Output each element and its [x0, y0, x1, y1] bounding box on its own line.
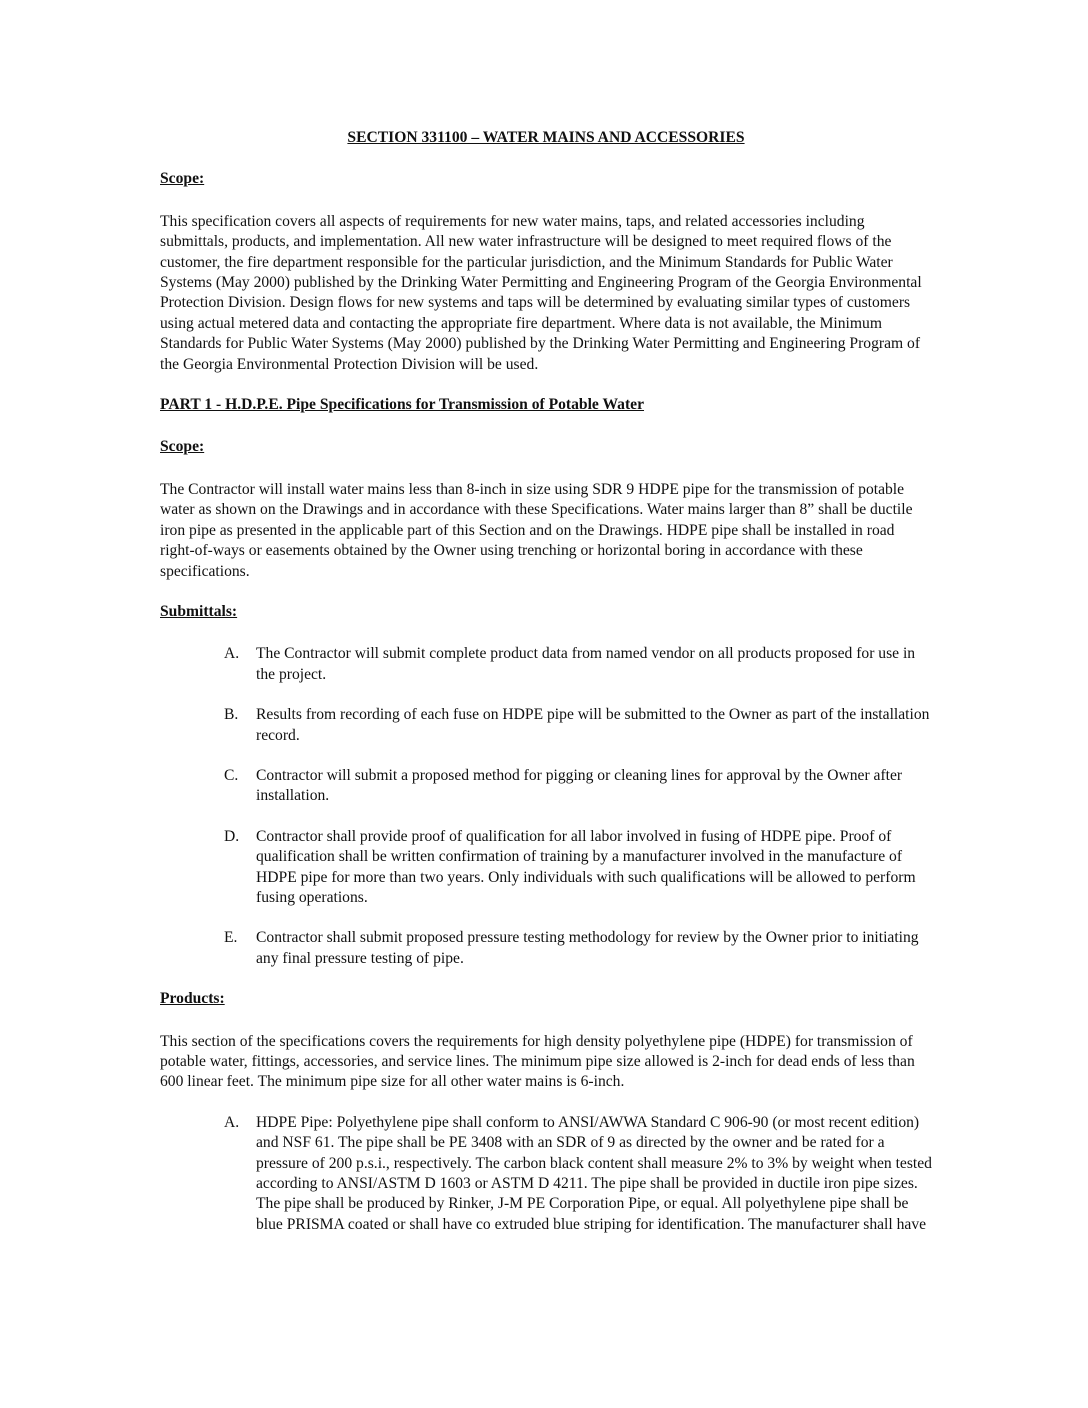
list-item-marker: C. — [224, 766, 239, 784]
list-item-text: The Contractor will submit complete product data from named vendor on all products proposed for use in the project. — [256, 645, 916, 683]
list-item-text: HDPE Pipe: Polyethylene pipe shall conform to ANSI/AWWA Standard C 906-90 (or most recent edition) and NSF 61. The pipe shall be PE 3408 with an SDR of 9 as directed by the owner and be rated for a pressure of 200 p.s.i., respectively. The carbon black content shall measure 2% to 3% by weight when tested according to ANSI/ASTM D 1603 or ASTM D 4211. The pipe shall be provided in ductile iron pipe sizes. The pipe shall be produced by Rinker, J-M PE Corporation Pipe, or equal. All polyethylene pipe shall be blue PRISMA coated or shall have co extruded blue striping for identification. The manufacturer shall have — [256, 1113, 932, 1233]
submittals-list — [160, 644, 932, 969]
section-title: SECTION 331100 – WATER MAINS AND ACCESSORIES — [347, 129, 745, 146]
list-item-text: Results from recording of each fuse on HDPE pipe will be submitted to the Owner as part of the installation record. — [256, 706, 930, 744]
list-item — [160, 827, 932, 909]
list-item — [160, 1113, 932, 1235]
list-item-marker: E. — [224, 929, 238, 947]
list-item-marker: A. — [224, 1113, 240, 1131]
scope-heading: Scope: — [160, 170, 205, 188]
part1-scope-heading: Scope: — [160, 438, 205, 456]
products-list — [160, 1113, 932, 1235]
submittals-heading: Submittals: — [160, 602, 238, 620]
part1-heading: PART 1 - H.D.P.E. Pipe Specifications for Transmission of Potable Water — [160, 396, 645, 414]
products-heading: Products: — [160, 990, 225, 1008]
part1-scope-paragraph: The Contractor will install water mains less than 8-inch in size using SDR 9 HDPE pipe for the transmission of potable water as shown on the Drawings and in accordance with these Specifications. Water mains larger than 8” shall be ductile iron pipe as presented in the applicable part of this Section and on the Drawings. HDPE pipe shall be installed in road right-of-ways or easements obtained by the Owner using trenching or horizontal boring in accordance with these specifications. — [160, 480, 913, 580]
list-item-marker: B. — [224, 706, 239, 724]
list-item — [160, 766, 932, 807]
document-page — [160, 128, 932, 1255]
list-item-marker: D. — [224, 827, 240, 845]
list-item-text: Contractor shall provide proof of qualification for all labor involved in fusing of HDPE pipe. Proof of qualification shall be written confirmation of training by a manufacturer involved in the manufacture of HDPE pipe for more than two years. Only individuals with such qualifications will be allowed to perform fusing operations. — [256, 827, 916, 906]
list-item-text: Contractor will submit a proposed method for pigging or cleaning lines for approval by the Owner after installation. — [256, 766, 903, 805]
scope-paragraph: This specification covers all aspects of requirements for new water mains, taps, and related accessories including submittals, products, and implementation. All new water infrastructure will be designed to meet required flows of the customer, the fire department responsible for the particular jurisdiction, and the Minimum Standards for Public Water Systems (May 2000) published by the Drinking Water Permitting and Engineering Program of the Georgia Environmental Protection Division. Design flows for new systems and taps will be determined by evaluating similar types of customers using actual metered data and contacting the appropriate fire department. Where data is not available, the Minimum Standards for Public Water Systems (May 2000) published by the Drinking Water Permitting and Engineering Program of the Georgia Environmental Protection Division will be used. — [160, 212, 922, 373]
list-item-text: Contractor shall submit proposed pressure testing methodology for review by the Owner prior to initiating any final pressure testing of pipe. — [256, 929, 919, 967]
products-paragraph: This section of the specifications covers the requirements for high density polyethylene pipe (HDPE) for transmission of potable water, fittings, accessories, and service lines. The minimum pipe size allowed is 2-inch for dead ends of less than 600 linear feet. The minimum pipe size for all other water mains is 6-inch. — [160, 1032, 915, 1091]
list-item — [160, 644, 932, 685]
list-item — [160, 928, 932, 969]
list-item — [160, 705, 932, 746]
list-item-marker: A. — [224, 645, 240, 663]
